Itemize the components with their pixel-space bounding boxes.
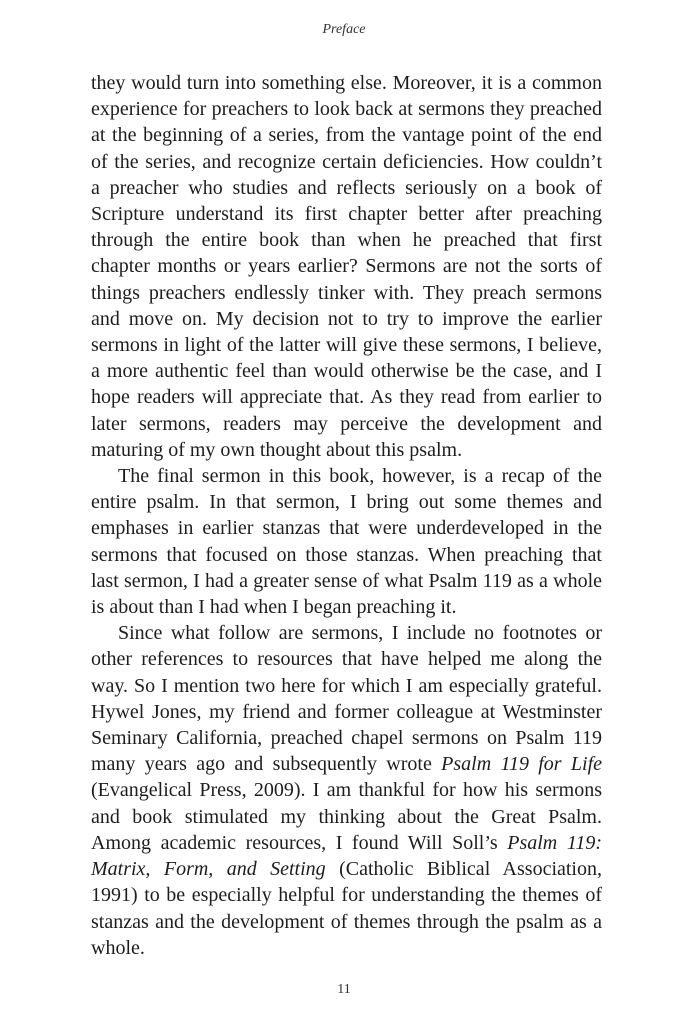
paragraph-3 bbox=[91, 620, 602, 961]
paragraph-3-text-continued: (Evangelical Press, 2009). I am thankful for how his sermons and book stimulated my thinking about the Great Psalm. Among academic resources, I found Will Soll’s bbox=[91, 779, 602, 854]
body-text bbox=[91, 70, 602, 961]
book-title-psalm-119-matrix: Psalm 119: Matrix, Form, and Setting bbox=[91, 831, 602, 881]
paragraph-1 bbox=[91, 70, 602, 463]
paragraph-1-text: they would turn into something else. Moreover, it is a common experience for preachers to look back at sermons they preached at the beginning of a series, from the vantage point of the end of the series, and recognize certain deficiencies. How couldn’t a preacher who studies and reflects seriously on a book of Scripture understand its first chapter better after preaching through the entire book than when he preached that first chapter months or years earlier? Sermons are not the sorts of things preachers endlessly tinker with. They preach sermons and move on. My decision not to try to improve the earlier sermons in light of the latter will give these sermons, I believe, a more authentic feel than would otherwise be the case, and I hope readers will appreciate that. As they read from earlier to later sermons, readers may perceive the development and maturing of my own thought about this psalm. bbox=[91, 72, 602, 461]
book-title-psalm-119-for-life: Psalm 119 for Life bbox=[441, 753, 602, 776]
paragraph-3-text: Since what follow are sermons, I include no footnotes or other references to resources that have helped me along the way. So I mention two here for which I am especially grateful. Hywel Jones, my friend and former colleague at Westminster Seminary California, preached chapel sermons on Psalm 119 many years ago and subsequently wrote bbox=[91, 622, 602, 776]
paragraph-3-text-end: (Catholic Biblical Association, 1991) to be especially helpful for understanding the themes of stanzas and the development of themes through the psalm as a whole. bbox=[91, 858, 602, 959]
running-head: Preface bbox=[322, 22, 366, 37]
paragraph-2-text: The final sermon in this book, however, is a recap of the entire psalm. In that sermon, I bring out some themes and emphases in earlier stanzas that were underdeveloped in the sermons that focused on those stanzas. When preaching that last sermon, I had a greater sense of what Psalm 119 as a whole is about than I had when I began preaching it. bbox=[91, 465, 602, 619]
paragraph-2 bbox=[91, 463, 602, 620]
page-number: 11 bbox=[337, 982, 351, 997]
